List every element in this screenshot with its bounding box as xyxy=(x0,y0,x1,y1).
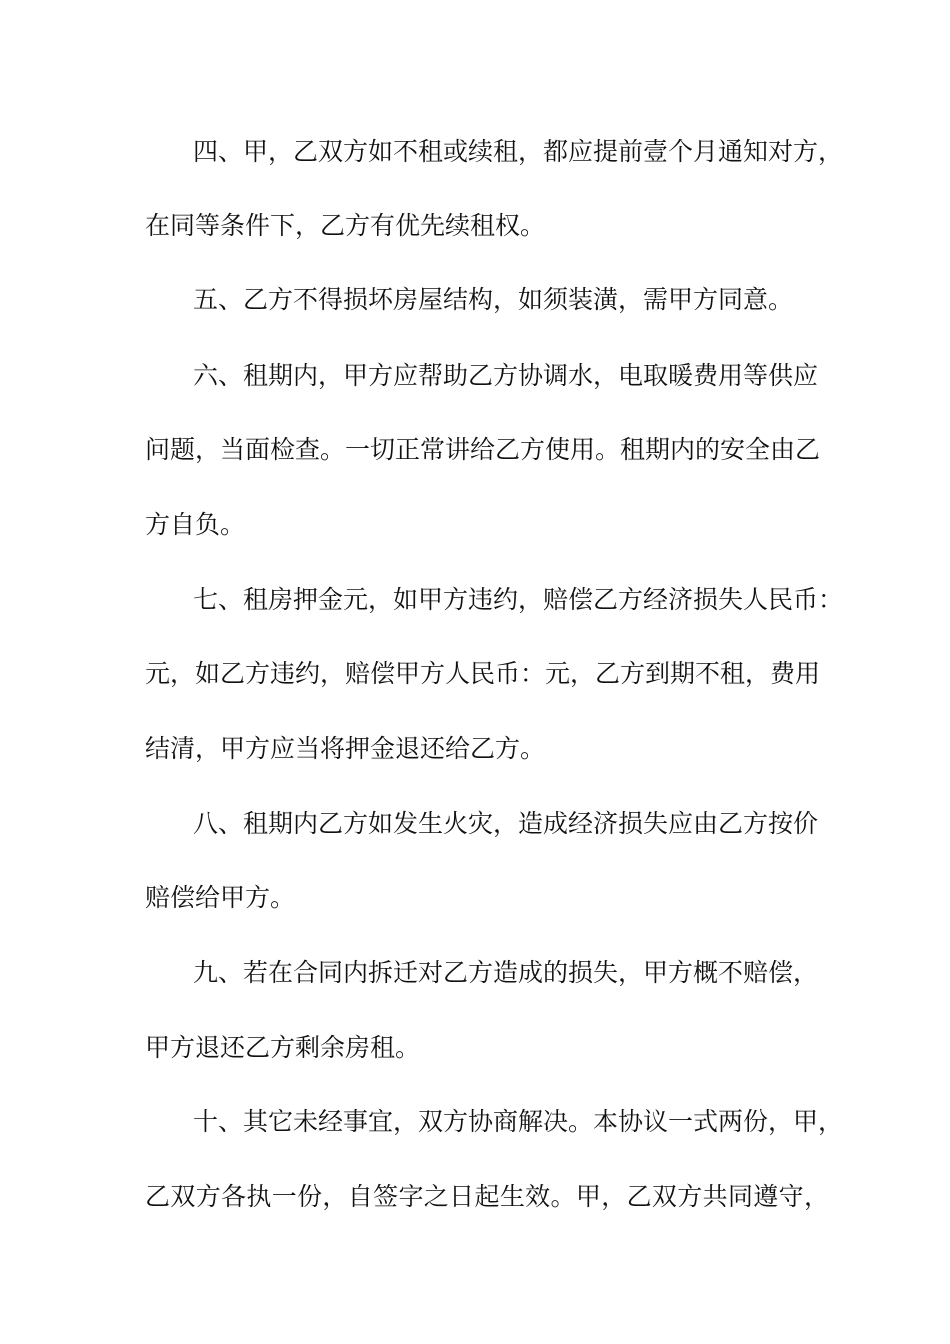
clause-6-line-3: 方自负。 xyxy=(145,510,246,539)
clause-4-line-2: 在同等条件下，乙方有优先续租权。 xyxy=(145,211,546,240)
clause-7-line-1: 七、租房押金元，如甲方违约，赔偿乙方经济损失人民币： xyxy=(193,585,844,614)
clause-6-line-1: 六、租期内，甲方应帮助乙方协调水，电取暖费用等供应 xyxy=(193,361,819,390)
clause-7-line-3: 结清，甲方应当将押金退还给乙方。 xyxy=(145,734,546,763)
clause-8-line-1: 八、租期内乙方如发生火灾，造成经济损失应由乙方按价 xyxy=(193,809,819,838)
clause-4-line-1: 四、甲，乙双方如不租或续租，都应提前壹个月通知对方， xyxy=(193,137,844,166)
clause-8-line-2: 赔偿给甲方。 xyxy=(145,883,296,912)
clause-9-line-1: 九、若在合同内拆迁对乙方造成的损失，甲方概不赔偿， xyxy=(193,958,819,987)
clause-10-line-2: 乙双方各执一份，自签字之日起生效。甲，乙双方共同遵守， xyxy=(145,1182,829,1211)
clause-6-line-2: 问题，当面检查。一切正常讲给乙方使用。租期内的安全由乙 xyxy=(145,435,821,464)
clause-7-line-2: 元，如乙方违约，赔偿甲方人民币：元，乙方到期不租，费用 xyxy=(145,659,821,688)
clause-9-line-2: 甲方退还乙方剩余房租。 xyxy=(145,1033,421,1062)
clause-10-line-1: 十、其它未经事宜，双方协商解决。本协议一式两份，甲， xyxy=(193,1107,844,1136)
clause-5-line-1: 五、乙方不得损坏房屋结构，如须装潢，需甲方同意。 xyxy=(193,285,794,314)
